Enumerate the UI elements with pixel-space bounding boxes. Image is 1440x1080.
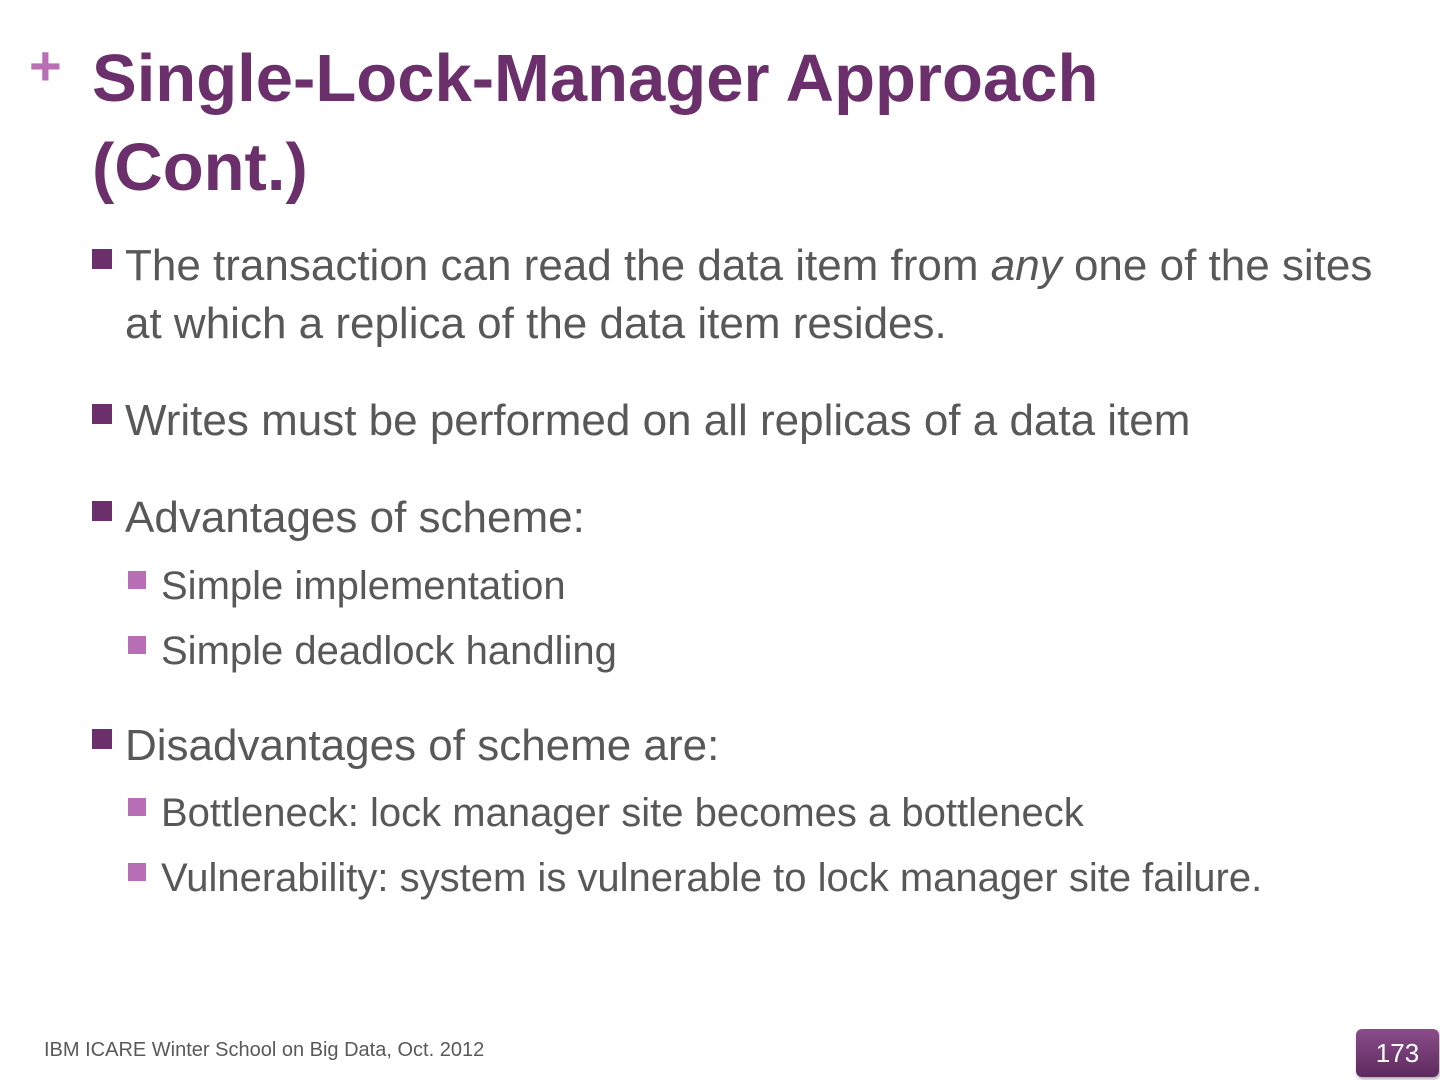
square-sub-bullet-icon	[128, 571, 146, 589]
sub-bullet-simple-deadlock	[128, 625, 1421, 677]
bullet-text: Writes must be performed on all replicas of a data item	[125, 396, 1191, 445]
sub-bullet-bottleneck	[128, 787, 1421, 839]
square-bullet-icon	[92, 729, 112, 749]
page-number-badge: 173	[1356, 1029, 1439, 1077]
slide-title-line-1: Single-Lock-Manager Approach	[92, 41, 1099, 116]
bullet-text: Advantages of scheme:	[125, 493, 585, 542]
square-bullet-icon	[92, 249, 112, 269]
sub-bullet-simple-implementation	[128, 560, 1421, 612]
sub-bullet-vulnerability	[128, 852, 1421, 904]
bullet-text-after: one of the sites at which a replica of the data item resides.	[125, 241, 1373, 348]
square-sub-bullet-icon	[128, 636, 146, 654]
bullet-disadvantages	[92, 717, 1415, 775]
square-sub-bullet-icon	[128, 863, 146, 881]
bullet-advantages	[92, 489, 1415, 547]
plus-icon: +	[29, 34, 62, 97]
bullet-read-replica	[92, 237, 1415, 353]
square-sub-bullet-icon	[128, 798, 146, 816]
square-bullet-icon	[92, 404, 112, 424]
square-bullet-icon	[92, 501, 112, 521]
footer-text: IBM ICARE Winter School on Big Data, Oct. 2012	[44, 1039, 485, 1061]
bullet-text-before: The transaction can read the data item from	[125, 241, 991, 290]
sub-bullet-text: Vulnerability: system is vulnerable to lock manager site failure.	[161, 856, 1263, 900]
bullet-text: Disadvantages of scheme are:	[125, 721, 720, 770]
bullet-text-emphasis: any	[990, 241, 1062, 290]
bullet-writes	[92, 392, 1415, 450]
sub-bullet-text: Simple deadlock handling	[161, 629, 617, 673]
sub-bullet-text: Simple implementation	[161, 564, 566, 608]
slide-title-line-2: (Cont.)	[92, 130, 308, 205]
sub-bullet-text: Bottleneck: lock manager site becomes a bottleneck	[161, 791, 1084, 835]
